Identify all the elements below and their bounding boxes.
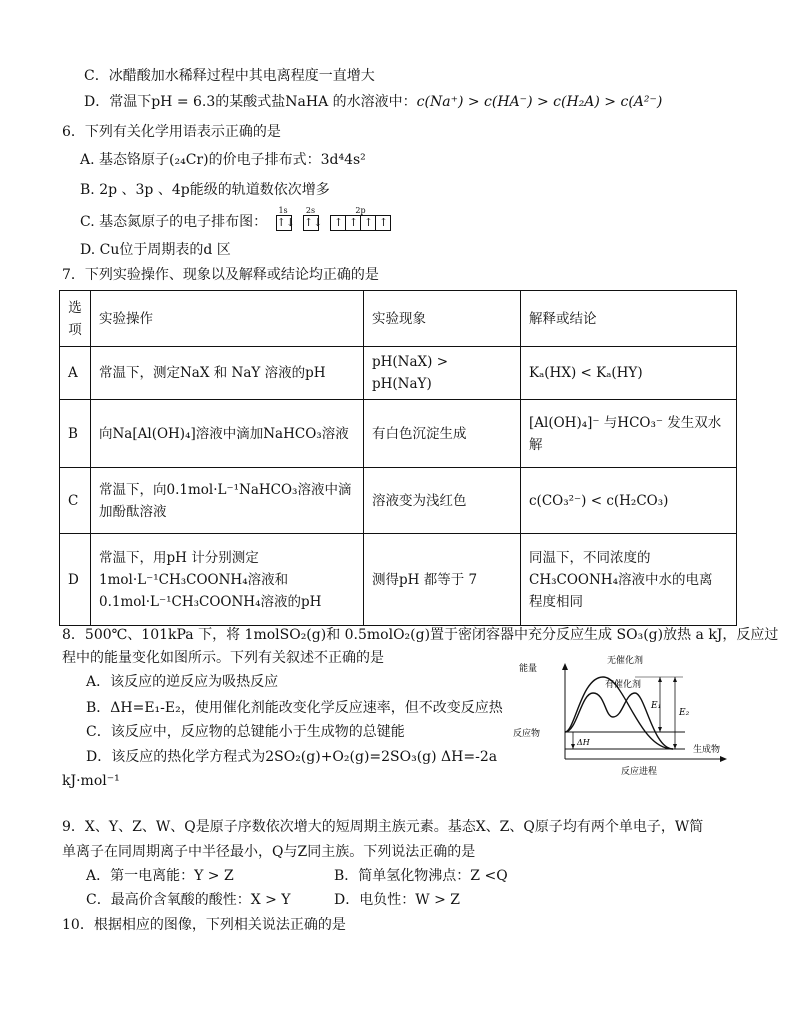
q6-option-d: D. Cu位于周期表的d 区 [80, 242, 231, 258]
ylabel: 能量 [519, 664, 538, 674]
table-row [60, 468, 737, 534]
row-operation: 常温下，测定NaX 和 NaY 溶液的pH [91, 347, 364, 400]
row-option: A [60, 347, 91, 400]
q6-option-c [80, 206, 394, 232]
orbital-box: ↑ [345, 215, 361, 231]
orbital-2p-label: 2p [355, 206, 366, 215]
orbital-box: ↑↓ [304, 216, 323, 229]
arrow-icon [673, 677, 677, 682]
row-conclusion: Kₐ(HX) < Kₐ(HY) [521, 347, 737, 400]
catalyst-label: 有催化剂 [605, 680, 642, 690]
orbital-2s [303, 206, 323, 232]
e1-label: E₁ [651, 701, 662, 711]
row-operation [91, 534, 364, 626]
q5-option-d-text: D．常温下pH = 6.3的某酸式盐NaHA 的水溶液中： [84, 94, 417, 110]
q6-option-c-text: C. 基态氮原子的电子排布图： [80, 214, 268, 230]
row-option: B [60, 400, 91, 468]
row-observation: 测得pH 都等于 7 [364, 534, 521, 626]
q9-stem-line2: 单离子在同周期离子中半径最小，Q与Z同主族。下列说法正确的是 [62, 844, 476, 860]
row-conclusion: [Al(OH)₄]⁻ 与HCO₃⁻ 发生双水解 [521, 400, 737, 468]
q5-option-d-expression: c(Na⁺) > c(HA⁻) > c(H₂A) > c(A²⁻) [416, 94, 663, 110]
row-conclusion [521, 534, 737, 626]
row-operation: 常温下，向0.1mol·L⁻¹NaHCO₃溶液中滴加酚酞溶液 [91, 468, 364, 534]
arrow-icon [571, 744, 575, 749]
orbital-1s [276, 206, 296, 232]
row-operation-line: 1mol·L⁻¹CH₃COONH₄溶液和 [99, 571, 289, 588]
q8-stem-line1: 8．500℃、101kPa 下，将 1molSO₂(g)和 0.5molO₂(g)置于密闭容器中充分反应生成 SO₃(g)放热 a kJ，反应过 [62, 627, 779, 643]
q7-table [59, 290, 737, 626]
row-observation: 溶液变为浅红色 [364, 468, 521, 534]
q6-option-b: B. 2p 、3p 、4p能级的轨道数依次增多 [80, 182, 330, 198]
no-catalyst-label: 无催化剂 [607, 656, 644, 666]
q9-option-a: A．第一电离能：Y > Z [86, 868, 234, 884]
header-option: 选项 [60, 291, 91, 347]
arrow-icon [673, 744, 677, 749]
table-header-row [60, 291, 737, 347]
row-conclusion-line: 同温下，不同浓度的 [529, 549, 651, 566]
q8-stem-line2: 程中的能量变化如图所示。下列有关叙述不正确的是 [62, 650, 384, 666]
q9-option-d: D．电负性：W > Z [334, 892, 460, 908]
q6-option-a-element: ₂₄Cr [174, 152, 204, 168]
row-observation: 有白色沉淀生成 [364, 400, 521, 468]
q8-option-d-cont: kJ·mol⁻¹ [62, 773, 120, 789]
q6-stem: 6．下列有关化学用语表示正确的是 [62, 124, 281, 140]
row-conclusion-line: 程度相同 [529, 593, 583, 610]
row-option: C [60, 468, 91, 534]
q9-stem-line1: 9．X、Y、Z、W、Q是原子序数依次增大的短周期主族元素。基态X、Z、Q原子均有两个单电子，W简 [62, 819, 704, 835]
product-label: 生成物 [693, 745, 721, 755]
arrow-icon [658, 677, 662, 682]
y-axis-arrow-icon [562, 663, 568, 670]
q9-option-c: C．最高价含氧酸的酸性：X > Y [86, 892, 291, 908]
orbital-2p [330, 206, 390, 232]
q5-option-c: C．冰醋酸加水稀释过程中其电离程度一直增大 [84, 68, 375, 84]
q8-option-b: B．ΔH=E₁-E₂，使用催化剂能改变化学反应速率，但不改变反应热 [86, 700, 503, 716]
q6-option-a [80, 150, 366, 170]
q8-option-a: A．该反应的逆反应为吸热反应 [86, 674, 279, 690]
header-observation: 实验现象 [364, 291, 521, 347]
orbital-2s-label: 2s [305, 206, 316, 215]
q6-option-a-post: )的价电子排布式：3d⁴4s² [203, 152, 366, 168]
q5-option-d [84, 92, 662, 112]
row-operation-line: 常温下，用pH 计分别测定 [99, 549, 259, 566]
q7-stem: 7．下列实验操作、现象以及解释或结论均正确的是 [62, 267, 379, 283]
row-conclusion: c(CO₃²⁻) < c(H₂CO₃) [521, 468, 737, 534]
dh-label: ΔH [577, 738, 590, 747]
orbital-box: ↑ [360, 215, 376, 231]
orbital-box: ↑ [330, 215, 346, 231]
q9-option-b: B．简单氢化物沸点：Z <Q [334, 868, 508, 884]
table-row [60, 347, 737, 400]
energy-diagram [513, 653, 738, 775]
reactant-label: 反应物 [513, 729, 541, 739]
orbital-1s-label: 1s [278, 206, 288, 215]
table-row [60, 534, 737, 626]
header-operation: 实验操作 [91, 291, 364, 347]
table-row [60, 400, 737, 468]
row-conclusion-line: CH₃COONH₄溶液中水的电离 [529, 571, 713, 588]
row-operation-line: 0.1mol·L⁻¹CH₃COONH₄溶液的pH [99, 593, 322, 610]
q6-option-a-pre: A. 基态铬原子( [80, 152, 175, 168]
orbital-box: ↑↓ [276, 216, 296, 229]
orbital-box: ↑ [375, 215, 391, 231]
q8-option-d: D．该反应的热化学方程式为2SO₂(g)+O₂(g)=2SO₃(g) ΔH=-2a [86, 749, 498, 765]
arrow-icon [658, 727, 662, 732]
row-observation: pH(NaX) > pH(NaY) [364, 347, 521, 400]
q8-option-c: C．该反应中，反应物的总键能小于生成物的总键能 [86, 724, 405, 740]
header-conclusion: 解释或结论 [521, 291, 737, 347]
xlabel: 反应进程 [621, 767, 658, 775]
row-operation: 向Na[Al(OH)₄]溶液中滴加NaHCO₃溶液 [91, 400, 364, 468]
row-option: D [60, 534, 91, 626]
e2-label: E₂ [679, 708, 690, 718]
q10-stem: 10．根据相应的图像，下列相关说法正确的是 [62, 917, 346, 933]
x-axis-arrow-icon [720, 756, 727, 762]
